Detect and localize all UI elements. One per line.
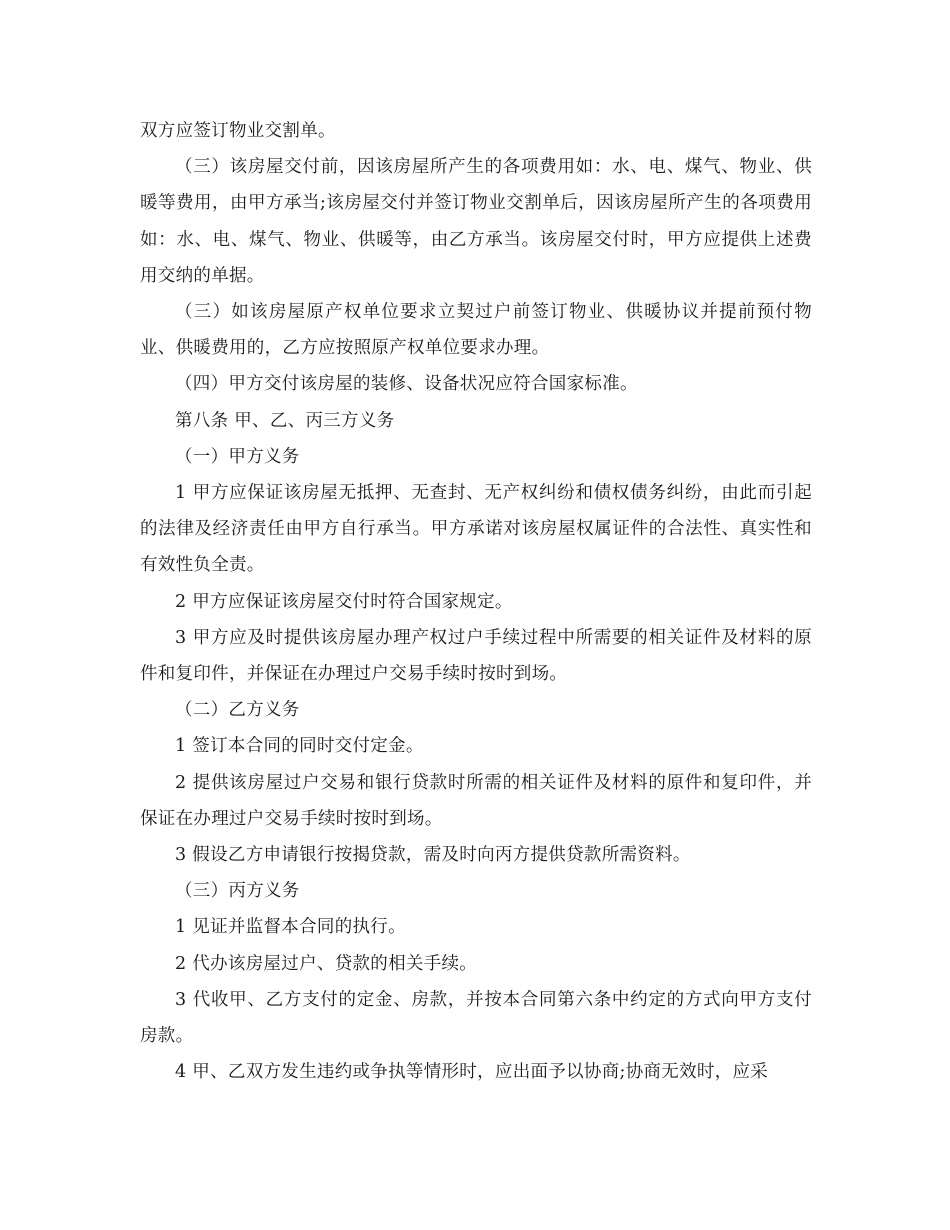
paragraph: （四）甲方交付该房屋的装修、设备状况应符合国家标准。 — [175, 374, 638, 395]
paragraph: 3 假设乙方申请银行按揭贷款，需及时向丙方提供贷款所需资料。 — [175, 845, 691, 866]
paragraph: 1 甲方应保证该房屋无抵押、无查封、无产权纠纷和债权债务纠纷，由此而引起的法律及经济责任由甲方自行承当。甲方承诺对该房屋权属证件的合法性、真实性和有效性负全责。 — [140, 483, 812, 576]
paragraph: 2 提供该房屋过户交易和银行贷款时所需的相关证件及材料的原件和复印件，并保证在办理过户交易手续时按时到场。 — [140, 772, 812, 829]
paragraph: 2 甲方应保证该房屋交付时符合国家规定。 — [175, 591, 513, 612]
paragraph: （三）如该房屋原产权单位要求立契过户前签订物业、供暖协议并提前预付物业、供暖费用的，乙方应按照原产权单位要求办理。 — [140, 302, 812, 359]
paragraph: （一）甲方义务 — [175, 446, 300, 467]
paragraph: 2 代办该房屋过户、贷款的相关手续。 — [175, 953, 478, 974]
paragraph: 1 签订本合同的同时交付定金。 — [175, 736, 424, 757]
paragraph: （三）丙方义务 — [175, 881, 300, 902]
paragraph: 3 代收甲、乙方支付的定金、房款，并按本合同第六条中约定的方式向甲方支付房款。 — [140, 989, 812, 1047]
paragraph: 1 见证并监督本合同的执行。 — [175, 917, 406, 938]
paragraph: （三）该房屋交付前，因该房屋所产生的各项费用如：水、电、煤气、物业、供暖等费用，由甲方承当;该房屋交付并签订物业交割单后，因该房屋所产生的各项费用如：水、电、煤气、物业、供暖等，由乙方承当。该房屋交付时，甲方应提供上述费用交纳的单据。 — [140, 157, 812, 286]
paragraph: （二）乙方义务 — [175, 700, 300, 721]
paragraph: 4 甲、乙双方发生违约或争执等情形时，应出面予以协商;协商无效时，应采 — [175, 1062, 769, 1083]
paragraph: 双方应签订物业交割单。 — [140, 121, 336, 141]
paragraph: 3 甲方应及时提供该房屋办理产权过户手续过程中所需要的相关证件及材料的原件和复印件，并保证在办理过户交易手续时按时到场。 — [140, 627, 812, 685]
document-body — [140, 113, 812, 1090]
paragraph: 第八条 甲、乙、丙三方义务 — [175, 410, 395, 431]
